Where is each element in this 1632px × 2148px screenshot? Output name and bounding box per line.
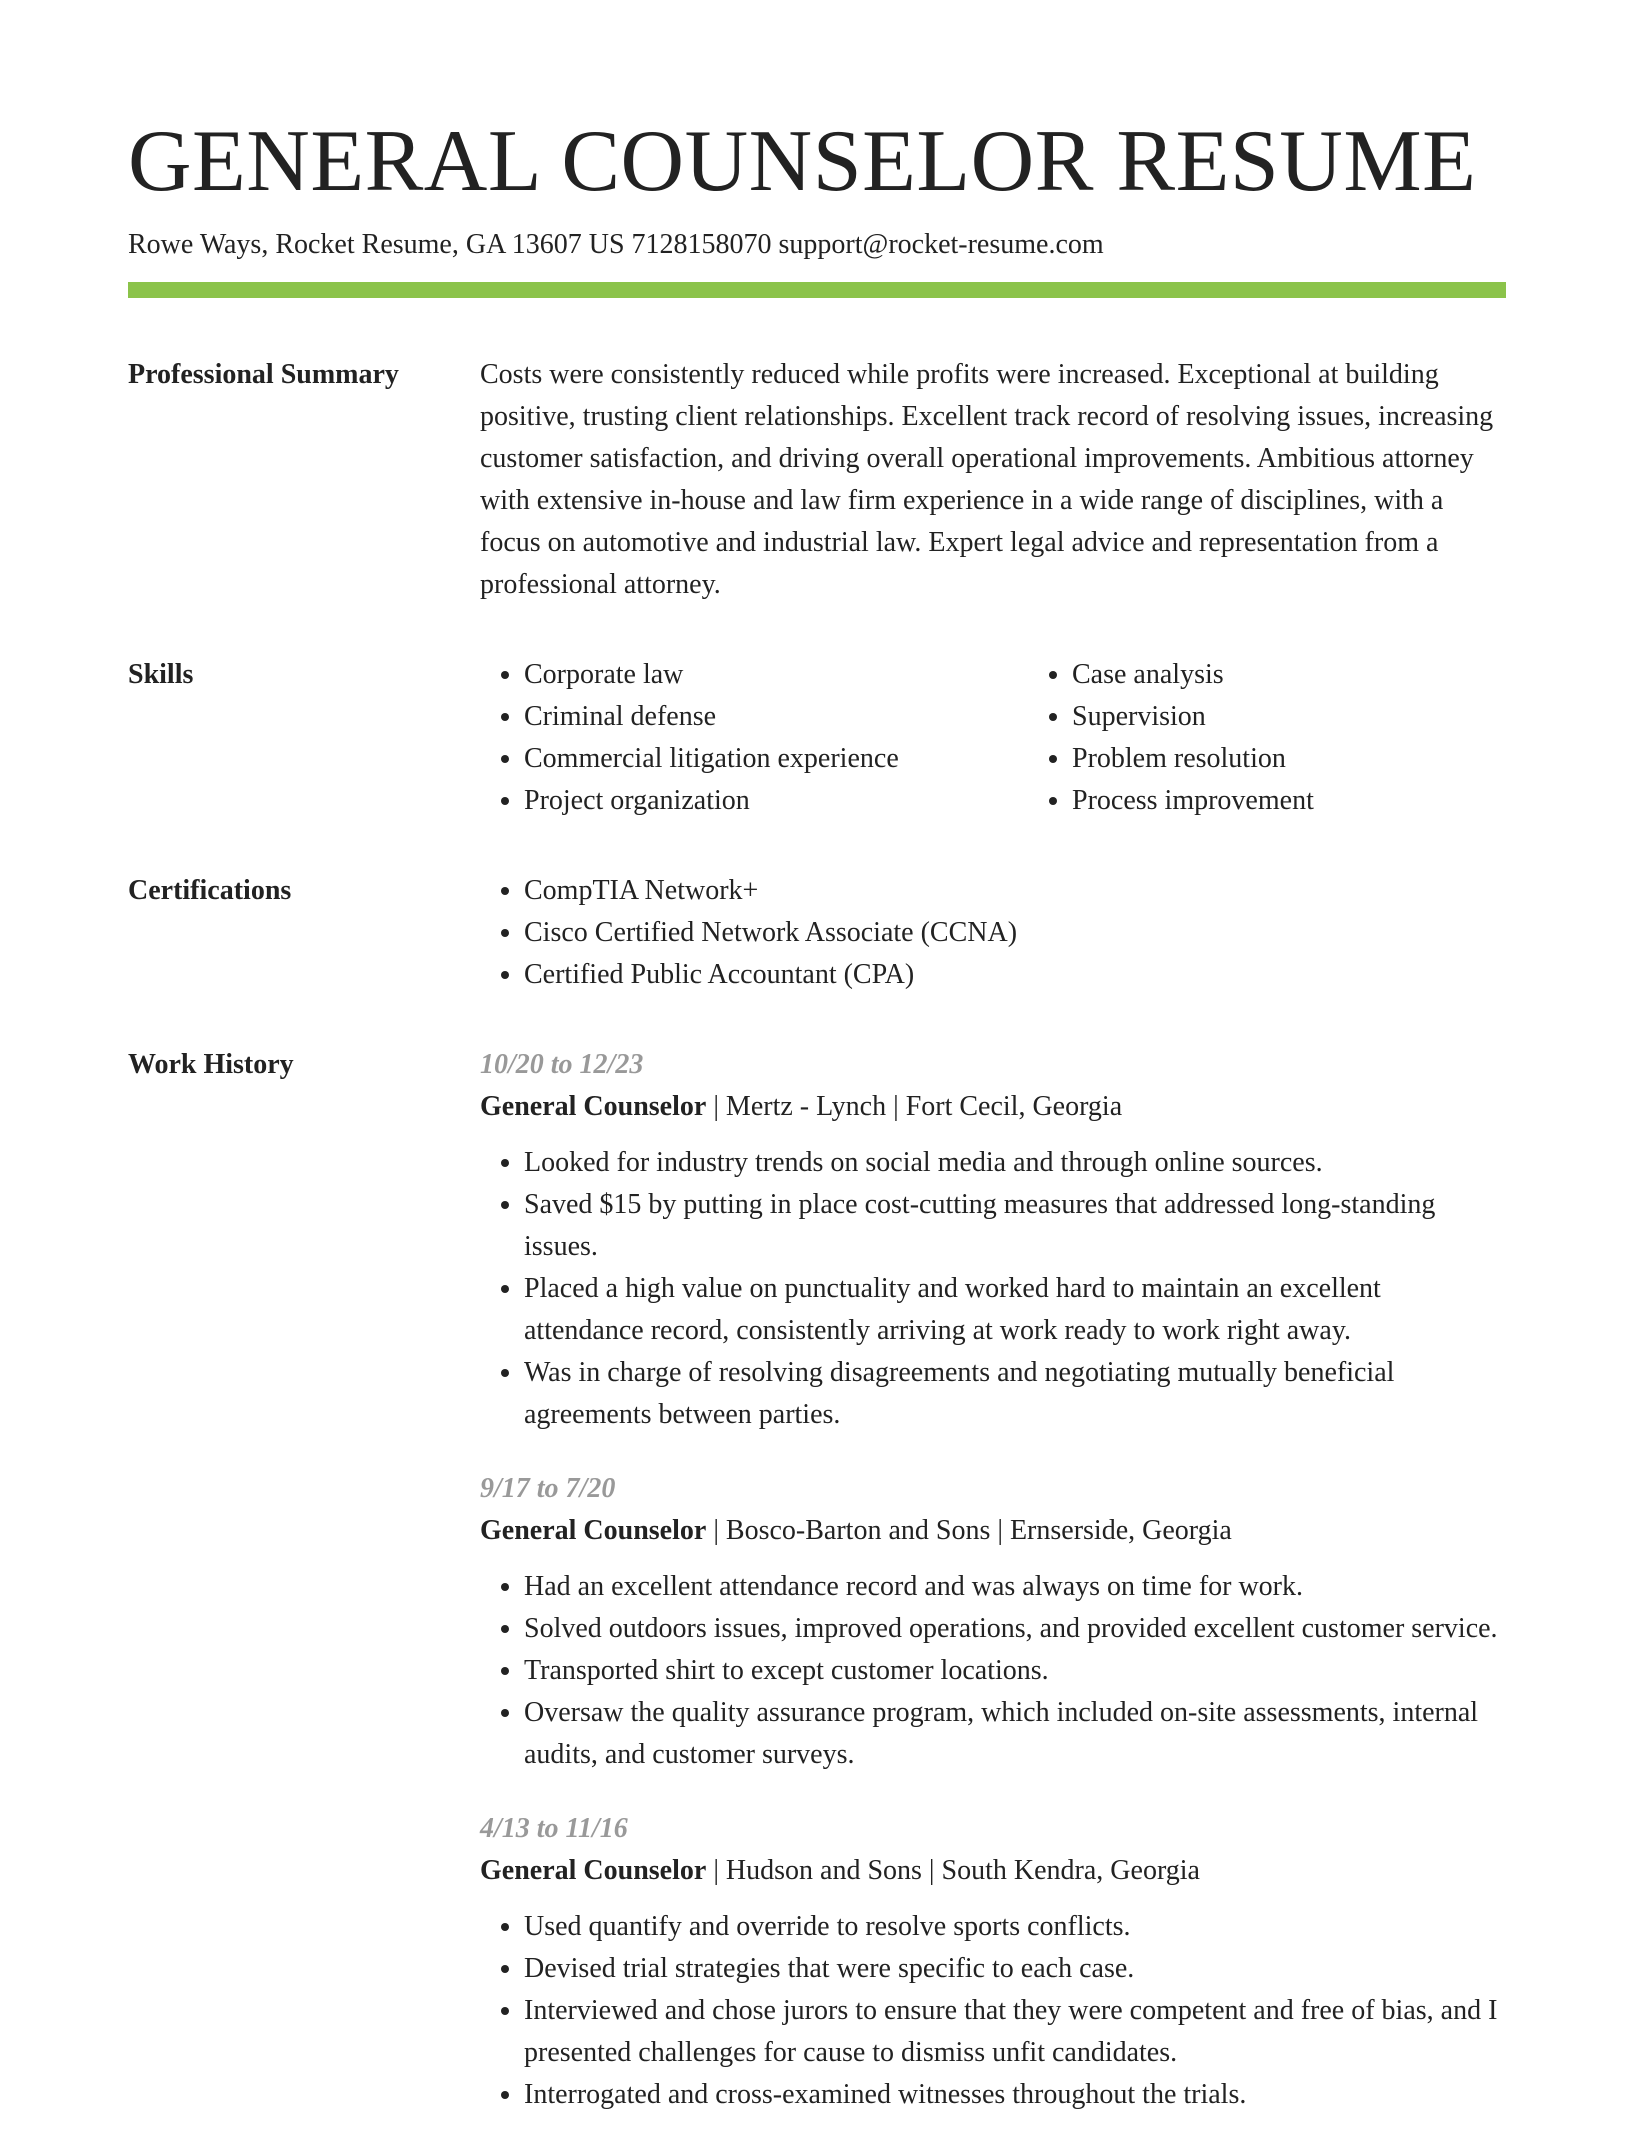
job-duty-item: • Used quantify and override to resolve sports conflicts. <box>524 1906 1506 1948</box>
job-duty-item: • Devised trial strategies that were specific to each case. <box>524 1948 1506 1990</box>
skill-item: • Problem resolution <box>1072 738 1576 780</box>
certification-item: • Cisco Certified Network Associate (CCNA) <box>524 912 1506 954</box>
skill-item: • Process improvement <box>1072 780 1576 822</box>
summary-section <box>128 354 1506 606</box>
skill-item: • Case analysis <box>1072 654 1576 696</box>
work-history-section <box>128 1044 1506 2148</box>
job-role: General Counselor <box>480 1090 707 1122</box>
header-divider <box>128 282 1506 298</box>
job-duty-item: • Transported shirt to except customer locations. <box>524 1650 1506 1692</box>
skills-section <box>128 654 1506 822</box>
section-label-certifications: Certifications <box>128 874 292 906</box>
job-duty-item: • Interviewed and chose jurors to ensure that they were competent and free of bias, and I presented challenges for cause to dismiss unfit candidates. <box>524 1990 1506 2074</box>
job-title-line <box>480 1510 1506 1552</box>
section-label-summary: Professional Summary <box>128 358 399 390</box>
job-duty-item: • Had an excellent attendance record and was always on time for work. <box>524 1566 1506 1608</box>
resume-page <box>128 0 1506 2148</box>
job-duty-item: • Was in charge of resolving disagreements and negotiating mutually beneficial agreements between parties. <box>524 1352 1506 1436</box>
job-role: General Counselor <box>480 1514 707 1546</box>
job-entry <box>480 1808 1506 2116</box>
skill-item: • Project organization <box>524 780 1028 822</box>
job-duty-item: • Placed a high value on punctuality and worked hard to maintain an excellent attendance record, consistently arriving at work ready to work right away. <box>524 1268 1506 1352</box>
job-duty-item: • Interrogated and cross-examined witnesses throughout the trials. <box>524 2074 1506 2116</box>
job-date: 9/17 to 7/20 <box>480 1472 616 1504</box>
certifications-list <box>480 870 1506 996</box>
summary-text: Costs were consistently reduced while profits were increased. Exceptional at building positive, trusting client relationships. Excellent track record of resolving issues, increasing customer satisfaction, and driving overall operational improvements. Ambitious attorney with extensive in-house and law firm experience in a wide range of disciplines, with a focus on automotive and industrial law. Expert legal advice and representation from a professional attorney. <box>480 358 1494 600</box>
job-duties-list <box>480 1566 1506 1776</box>
job-duty-item: • Oversaw the quality assurance program, which included on-site assessments, internal audits, and customer surveys. <box>524 1692 1506 1776</box>
job-duties-list <box>480 1906 1506 2116</box>
contact-line: Rowe Ways, Rocket Resume, GA 13607 US 7128158070 support@rocket-resume.com <box>128 229 1104 260</box>
job-title-line <box>480 1086 1506 1128</box>
certifications-section <box>128 870 1506 996</box>
skill-item: • Commercial litigation experience <box>524 738 1028 780</box>
job-duties-list <box>480 1142 1506 1436</box>
job-date: 10/20 to 12/23 <box>480 1048 644 1080</box>
skills-list-left <box>480 654 1028 822</box>
job-details: | Mertz - Lynch | Fort Cecil, Georgia <box>706 1090 1123 1122</box>
skill-item: • Criminal defense <box>524 696 1028 738</box>
certification-item: • CompTIA Network+ <box>524 870 1506 912</box>
job-entry <box>480 1044 1506 1436</box>
resume-title: GENERAL COUNSELOR RESUME <box>128 113 1477 210</box>
section-label-skills: Skills <box>128 658 194 690</box>
job-entry <box>480 1468 1506 1776</box>
job-details: | Hudson and Sons | South Kendra, Georgia <box>706 1854 1200 1886</box>
job-duty-item: • Solved outdoors issues, improved operations, and provided excellent customer service. <box>524 1608 1506 1650</box>
skill-item: • Corporate law <box>524 654 1028 696</box>
job-duty-item: • Saved $15 by putting in place cost-cutting measures that addressed long-standing issues. <box>524 1184 1506 1268</box>
certification-item: • Certified Public Accountant (CPA) <box>524 954 1506 996</box>
job-details: | Bosco-Barton and Sons | Ernserside, Georgia <box>706 1514 1232 1546</box>
job-role: General Counselor <box>480 1854 707 1886</box>
skills-list-right <box>1028 654 1576 822</box>
job-title-line <box>480 1850 1506 1892</box>
job-date: 4/13 to 11/16 <box>480 1812 628 1844</box>
section-label-work-history: Work History <box>128 1048 294 1080</box>
skill-item: • Supervision <box>1072 696 1576 738</box>
job-duty-item: • Looked for industry trends on social media and through online sources. <box>524 1142 1506 1184</box>
